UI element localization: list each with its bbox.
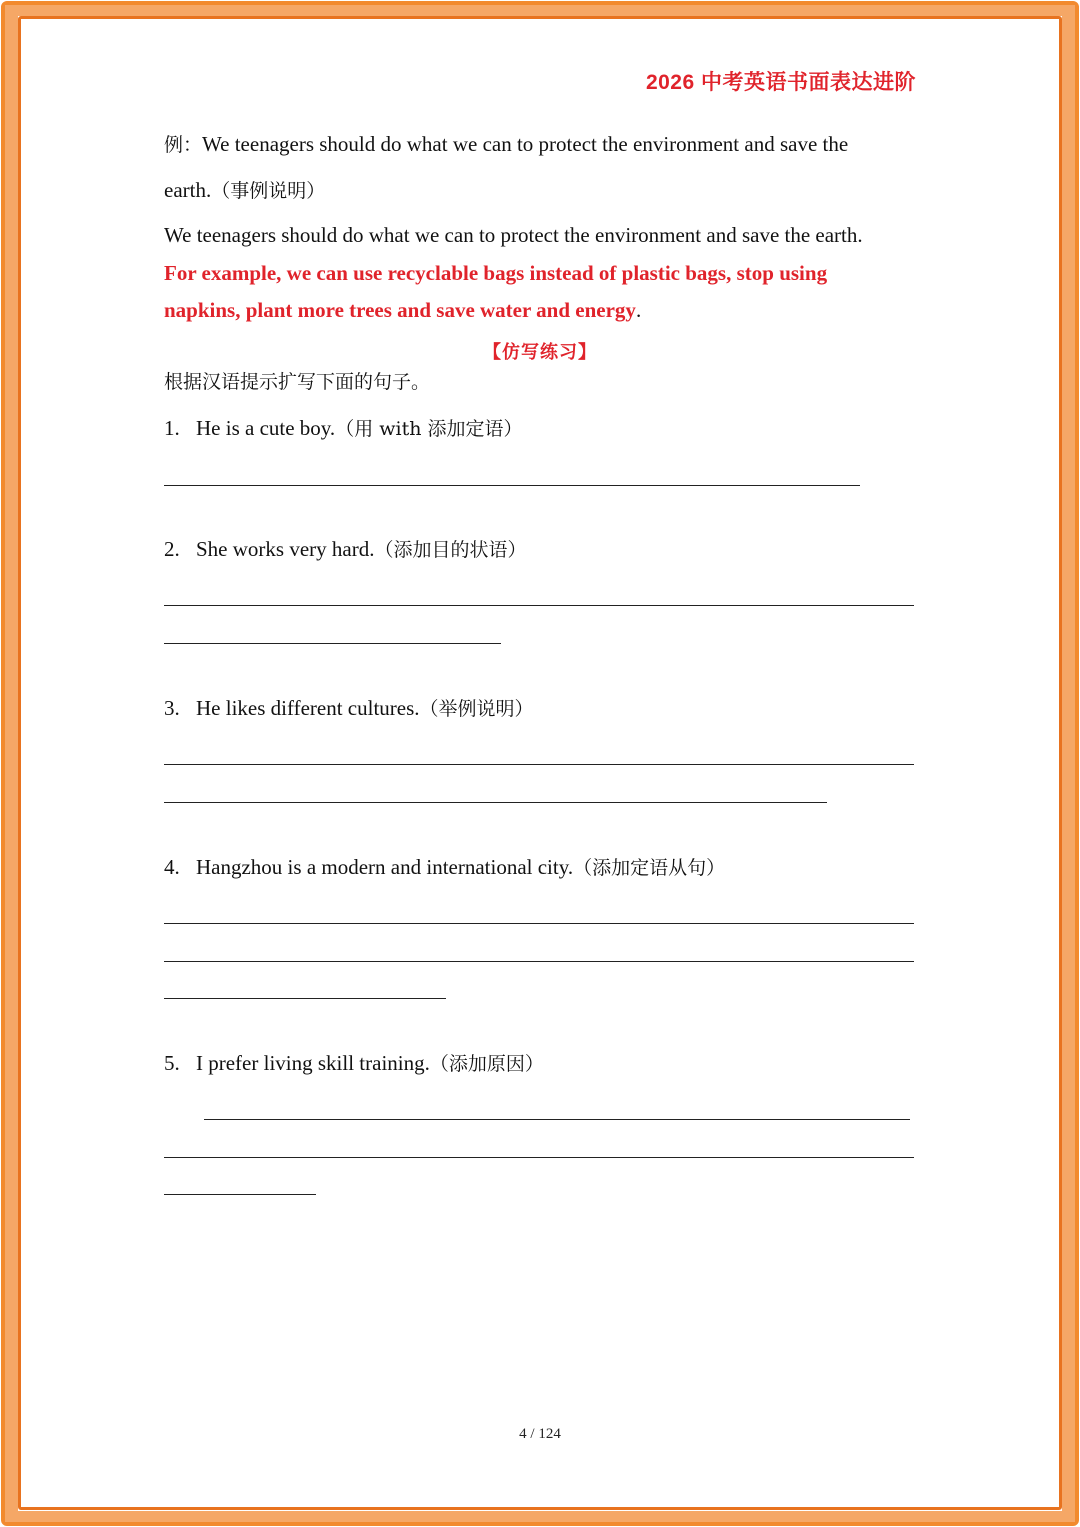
answer-line-1a[interactable] xyxy=(164,485,860,486)
answer-line-3a[interactable] xyxy=(164,764,914,765)
example-expansion-line-2 xyxy=(164,298,641,323)
item-hint: （添加目的状语） xyxy=(374,539,527,561)
practice-heading: 【仿写练习】 xyxy=(483,342,597,363)
practice-item-2 xyxy=(164,537,526,562)
answer-line-3b[interactable] xyxy=(164,802,827,803)
item-hint: （举例说明） xyxy=(419,698,534,720)
item-number: 1. xyxy=(164,416,180,440)
example-prefix: 例： xyxy=(164,134,203,156)
practice-item-5 xyxy=(164,1051,544,1076)
item-hint: （用 with 添加定语） xyxy=(335,418,523,440)
answer-line-2a[interactable] xyxy=(164,605,914,606)
example-expansion-end: . xyxy=(635,298,642,322)
item-number: 5. xyxy=(164,1051,180,1075)
header-title: 2026 中考英语书面表达进阶 xyxy=(645,71,916,94)
item-number: 4. xyxy=(164,855,180,879)
answer-line-2b[interactable] xyxy=(164,643,501,644)
item-hint: （添加原因） xyxy=(429,1053,544,1075)
answer-line-5a[interactable] xyxy=(204,1119,910,1120)
practice-item-4 xyxy=(164,855,725,880)
item-sentence: I prefer living skill training. xyxy=(196,1051,430,1075)
item-sentence: Hangzhou is a modern and international city. xyxy=(196,855,574,879)
answer-line-4b[interactable] xyxy=(164,961,914,962)
example-sentence: We teenagers should do what we can to protect the environment and save the earth. xyxy=(164,223,863,247)
answer-line-4c[interactable] xyxy=(164,998,446,999)
item-sentence: He likes different cultures. xyxy=(196,696,420,720)
practice-item-3 xyxy=(164,696,534,721)
example-line1-text: We teenagers should do what we can to protect the environment and save the xyxy=(202,132,849,156)
example-expansion-line2-text: napkins, plant more trees and save water and energy xyxy=(164,298,636,322)
example-line-1 xyxy=(164,132,848,157)
example-line2-text: earth. xyxy=(164,178,212,202)
answer-line-5c[interactable] xyxy=(164,1194,316,1195)
item-sentence: He is a cute boy. xyxy=(196,416,336,440)
practice-instruction: 根据汉语提示扩写下面的句子。 xyxy=(164,371,431,393)
item-sentence: She works very hard. xyxy=(196,537,375,561)
answer-line-4a[interactable] xyxy=(164,923,914,924)
practice-item-1 xyxy=(164,416,522,441)
item-hint: （添加定语从句） xyxy=(573,857,726,879)
example-line-2 xyxy=(164,178,325,203)
page-number: 4 / 124 xyxy=(519,1426,561,1442)
example-expansion-line-1: For example, we can use recyclable bags instead of plastic bags, stop using xyxy=(164,261,828,285)
example-line2-note: （事例说明） xyxy=(211,180,326,202)
item-number: 2. xyxy=(164,537,180,561)
item-number: 3. xyxy=(164,696,180,720)
answer-line-5b[interactable] xyxy=(164,1157,914,1158)
